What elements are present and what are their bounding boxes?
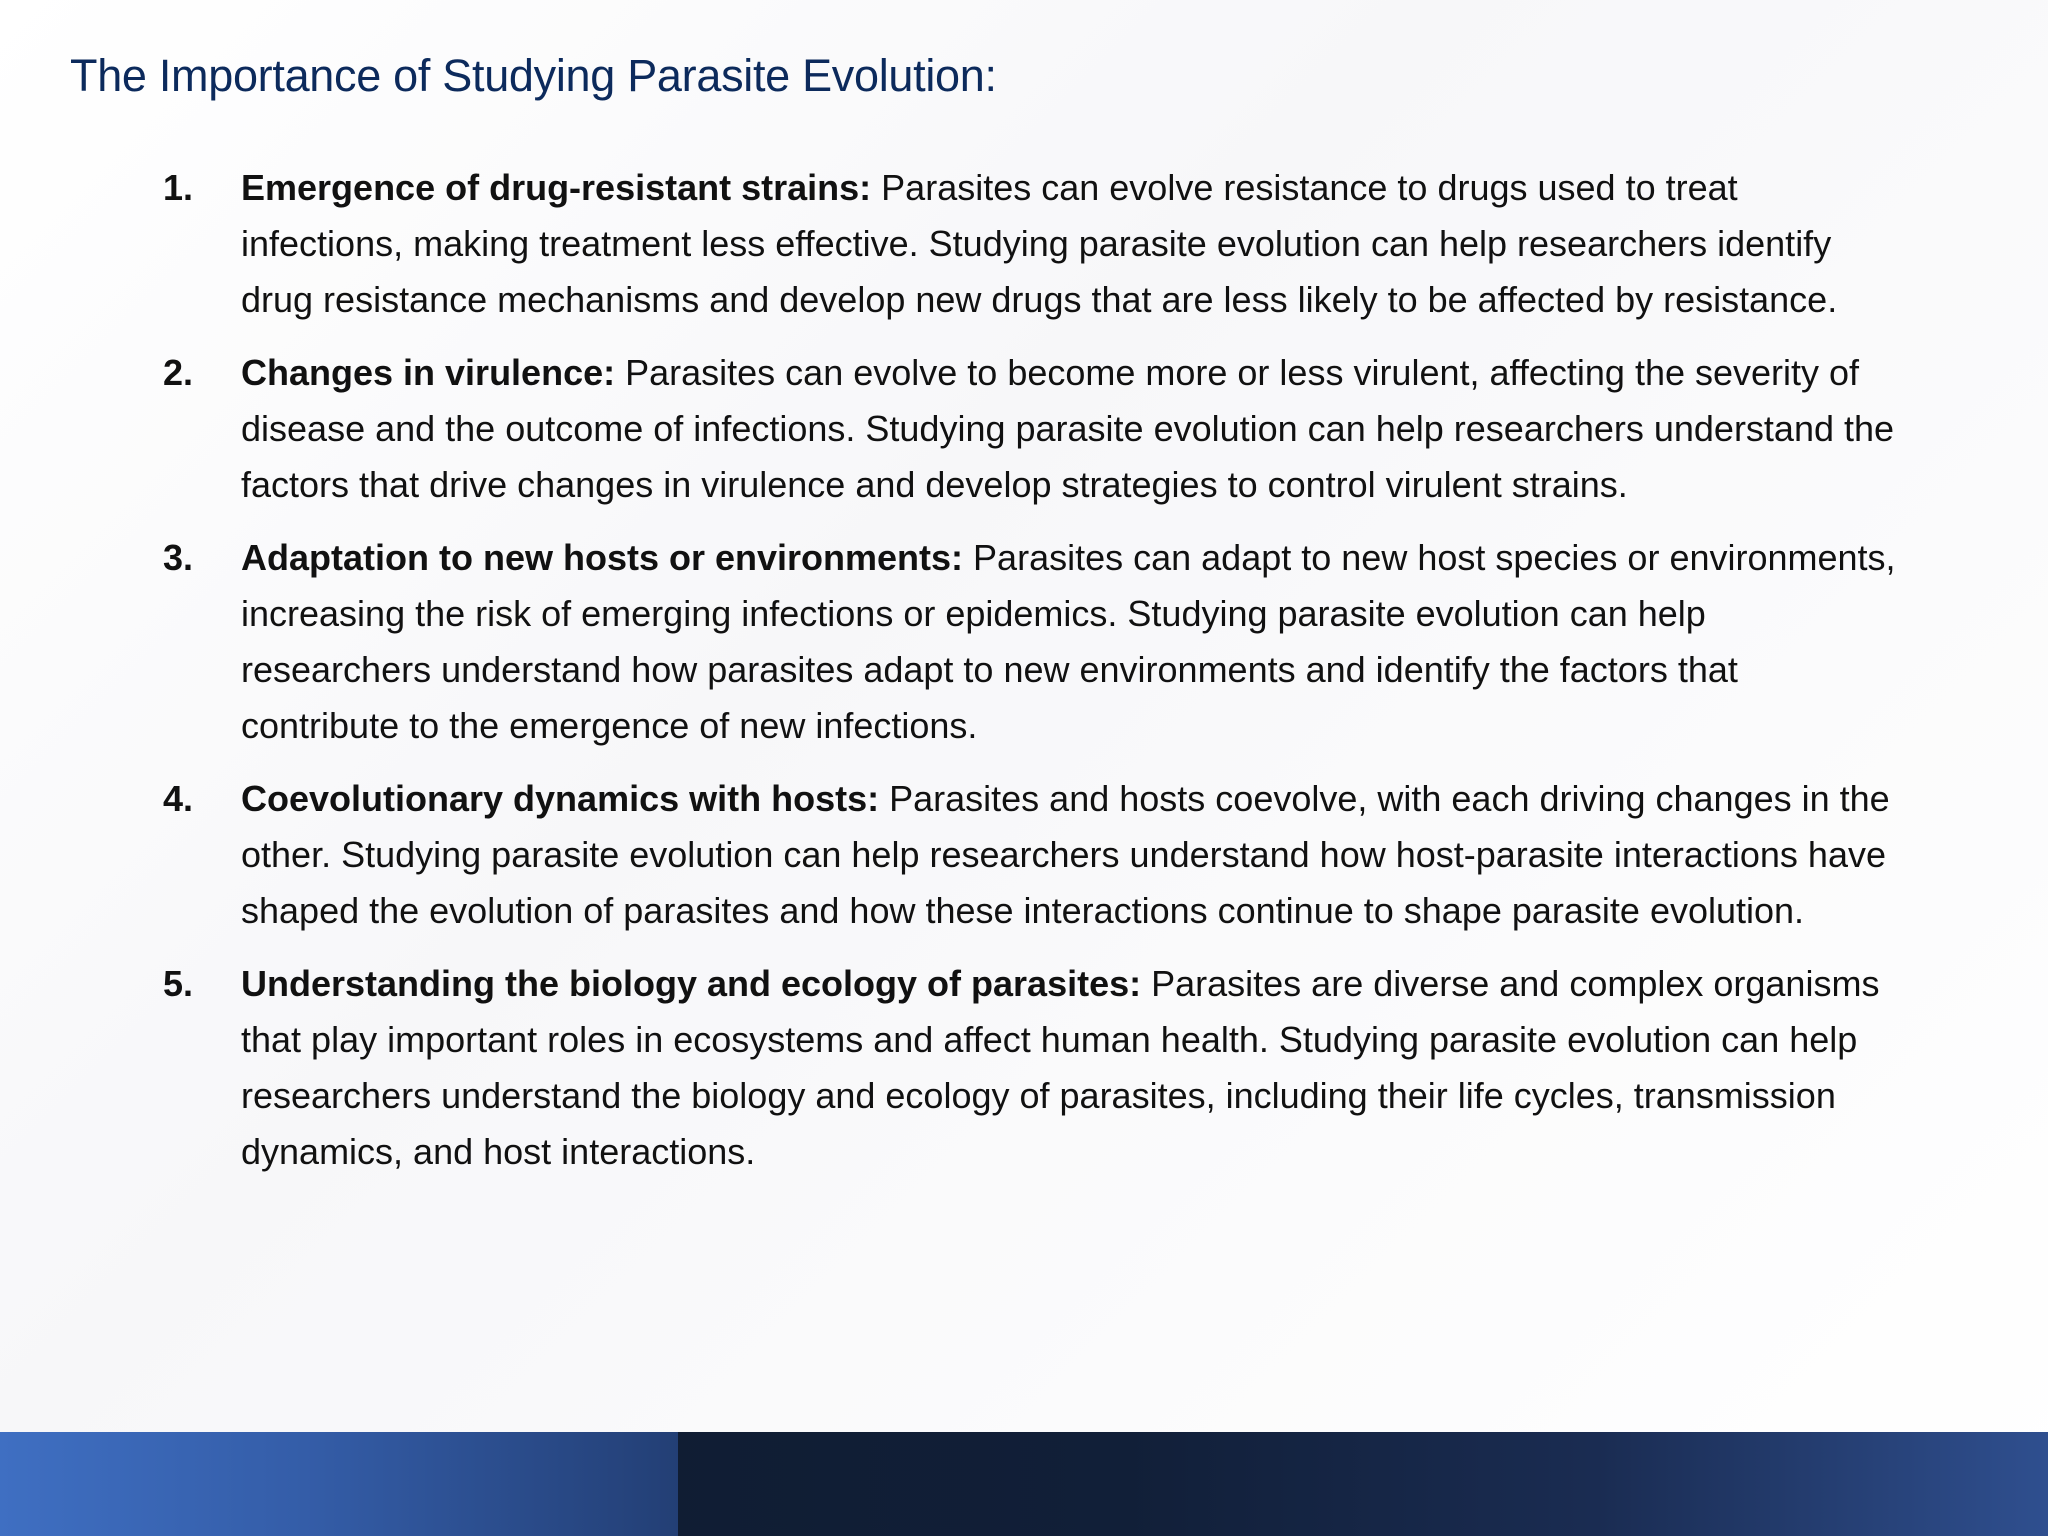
list-item-number: 3. — [163, 537, 194, 578]
slide-title: The Importance of Studying Parasite Evolution: — [70, 50, 997, 101]
numbered-list — [163, 160, 1903, 1197]
list-item — [163, 160, 1903, 328]
list-item-text: Parasites can adapt to new host species or environments, increasing the risk of emerging infections or epidemics. Studying parasite evolution can help researchers understand how parasites adapt to new environments and identify the factors that contribute to the emergence of new infections. — [241, 537, 1896, 746]
list-item-number: 1. — [163, 167, 194, 208]
list-item-heading: Coevolutionary dynamics with hosts: — [241, 778, 880, 819]
list-item — [163, 771, 1903, 939]
list-item-number: 2. — [163, 352, 194, 393]
list-item-body — [241, 530, 1903, 754]
list-item-number: 5. — [163, 963, 194, 1004]
list-item-heading: Adaptation to new hosts or environments: — [241, 537, 964, 578]
list-item-body — [241, 345, 1903, 513]
list-item-text: Parasites can evolve resistance to drugs used to treat infections, making treatment less effective. Studying parasite evolution can help researchers identify drug resistance mechanisms and develop new drugs that are less likely to be affected by resistance. — [241, 167, 1838, 320]
footer-accent-block — [0, 1432, 678, 1536]
list-item-number: 4. — [163, 778, 194, 819]
list-item-body — [241, 160, 1903, 328]
list-item-text: Parasites and hosts coevolve, with each driving changes in the other. Studying parasite evolution can help researchers understand how host-parasite interactions have shaped the evolution of parasites and how these interactions continue to shape parasite evolution. — [241, 778, 1890, 931]
list-item — [163, 345, 1903, 513]
list-item-body — [241, 956, 1903, 1180]
footer-band — [0, 1432, 2048, 1536]
list-item-text: Parasites are diverse and complex organisms that play important roles in ecosystems and affect human health. Studying parasite evolution can help researchers understand the biology and ecology of parasites, including their life cycles, transmission dynamics, and host interactions. — [241, 963, 1880, 1172]
list-item-body — [241, 771, 1903, 939]
list-item-heading: Emergence of drug-resistant strains: — [241, 167, 872, 208]
list-item — [163, 530, 1903, 754]
list-item-heading: Understanding the biology and ecology of parasites: — [241, 963, 1142, 1004]
list-item-text: Parasites can evolve to become more or less virulent, affecting the severity of disease and the outcome of infections. Studying parasite evolution can help researchers understand the factors that drive changes in virulence and develop strategies to control virulent strains. — [241, 352, 1895, 505]
list-item — [163, 956, 1903, 1180]
list-item-heading: Changes in virulence: — [241, 352, 616, 393]
